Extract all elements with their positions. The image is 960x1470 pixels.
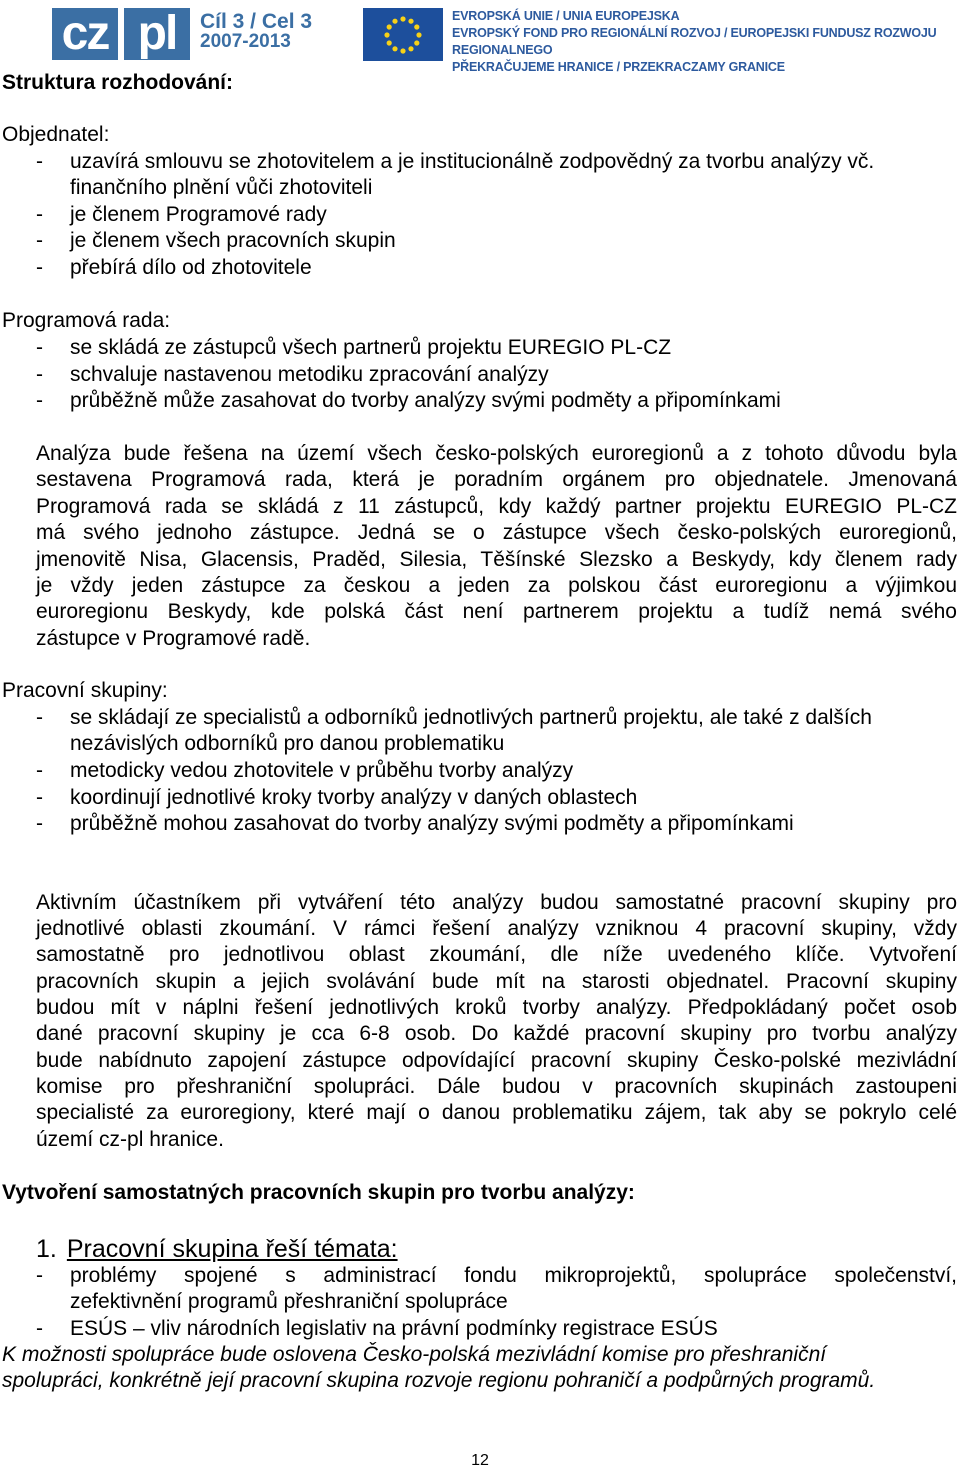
paragraph-line: bude nabídnuto zapojení zástupce odpovídající pracovní skupiny Česko-polské mezivládní	[36, 1049, 957, 1072]
list-item: je členem všech pracovních skupin	[70, 229, 396, 252]
note-line: K možnosti spolupráce bude oslovena Česko-polská mezivládní komise pro přeshraniční	[2, 1343, 827, 1366]
pracovni-skupiny-title: Pracovní skupiny:	[2, 679, 168, 702]
paragraph-line: dané pracovní skupiny je cca 6-8 osob. Do každé pracovní skupiny pro tvorbu analýzy	[36, 1022, 957, 1045]
list-item: průběžně může zasahovat do tvorby analýzy svými podměty a připomínkami	[70, 389, 781, 412]
paragraph-line: Programová rada se skládá z 11 zástupců, kdy každý partner projektu EUREGIO PL-CZ	[36, 495, 957, 518]
list-item: nezávislých odborníků pro danou problematiku	[70, 732, 505, 755]
list-item: ESÚS – vliv národních legislativ na právní podmínky registrace ESÚS	[70, 1317, 718, 1340]
eu-line2: EVROPSKÝ FOND PRO REGIONÁLNÍ ROZVOJ / EUROPEJSKI FUNDUSZ ROZWOJU REGIONALNEGO	[452, 26, 937, 57]
list-item: metodicky vedou zhotovitele v průběhu tvorby analýzy	[70, 759, 574, 782]
list-item: schvaluje nastavenou metodiku zpracování analýzy	[70, 363, 549, 386]
objednatel-title: Objednatel:	[2, 123, 110, 146]
list-item: je členem Programové rady	[70, 203, 327, 226]
dash: -	[36, 786, 43, 809]
group-number: 1.	[36, 1235, 57, 1263]
dash: -	[36, 389, 43, 412]
list-item: se skládá ze zástupců všech partnerů projektu EUREGIO PL-CZ	[70, 336, 672, 359]
section-heading-2: Vytvoření samostatných pracovních skupin pro tvorbu analýzy:	[2, 1181, 635, 1204]
paragraph-line: komise pro přeshraniční spolupráci. Dále budou v pracovních skupinách zastoupeni	[36, 1075, 957, 1098]
eu-fund-text	[452, 8, 960, 76]
paragraph-line: jmenovitě Nisa, Glacensis, Praděd, Silesia, Těšínské Slezsko a Beskydy, kdy členem rady	[36, 548, 957, 571]
paragraph-line: pracovních skupin a jejich svolávání bude mít na starosti objednatel. Pracovní skupiny	[36, 970, 957, 993]
eu-flag-icon	[363, 8, 443, 61]
list-item: se skládají ze specialistů a odborníků jednotlivých partnerů projektu, ale také z dalších	[70, 706, 872, 729]
group-title: Pracovní skupina řeší témata:	[66, 1235, 398, 1263]
paragraph-line: budou mít v náplni řešení jednotlivých kroků tvorby analýzy. Předpokládaný počet osob	[36, 996, 957, 1019]
page-header	[0, 0, 960, 74]
eu-line3: PŘEKRAČUJEME HRANICE / PRZEKRACZAMY GRANICE	[452, 60, 785, 74]
eu-line1: EVROPSKÁ UNIE / UNIA EUROPEJSKA	[452, 9, 680, 23]
paragraph-line: jednotlivé oblasti zkoumání. V rámci řešení analýzy vzniknou 4 pracovní skupiny, vždy	[36, 917, 957, 940]
paragraph-line: území cz-pl hranice.	[36, 1128, 224, 1151]
list-item: zefektivnění programů přeshraniční spolupráce	[70, 1290, 508, 1313]
list-item: problémy spojené s administrací fondu mikroprojektů, spolupráce společenství,	[70, 1264, 957, 1287]
note-line: spolupráci, konkrétně její pracovní skupina rozvoje regionu pohraničí a podpůrných programů.	[2, 1369, 876, 1392]
paragraph-line: zástupce v Programové radě.	[36, 627, 311, 650]
dash: -	[36, 1264, 43, 1287]
list-item: finančního plnění vůči zhotoviteli	[70, 176, 373, 199]
group-heading	[36, 1234, 398, 1264]
cz-logo: cz	[52, 8, 118, 60]
paragraph-line: samostatně pro jednotlivou oblast zkoumání, dle níže uvedeného klíče. Vytvoření	[36, 943, 957, 966]
dash: -	[36, 1317, 43, 1340]
paragraph-line: euroregionu Beskydy, kde polská část není partnerem projektu a tudíž nemá svého	[36, 600, 957, 623]
paragraph-line: sestavena Programová rada, která je poradním orgánem pro objednatele. Jmenovaná	[36, 468, 957, 491]
list-item: průběžně mohou zasahovat do tvorby analýzy svými podměty a připomínkami	[70, 812, 794, 835]
dash: -	[36, 256, 43, 279]
list-item: uzavírá smlouvu se zhotovitelem a je institucionálně zodpovědný za tvorbu analýzy vč.	[70, 150, 875, 173]
list-item: přebírá dílo od zhotovitele	[70, 256, 312, 279]
programova-rada-title: Programová rada:	[2, 309, 171, 332]
paragraph-line: je vždy jeden zástupce za českou a jeden za polskou část euroregionu a výjimkou	[36, 574, 957, 597]
page-number: 12	[471, 1452, 489, 1469]
dash: -	[36, 150, 43, 173]
paragraph-line: Analýza bude řešena na území všech česko-polských euroregionů a z tohoto důvodu byla	[36, 442, 957, 465]
section-heading: Struktura rozhodování:	[2, 71, 234, 94]
dash: -	[36, 203, 43, 226]
program-period-logo	[200, 12, 312, 52]
paragraph-line: specialisté za euroregiony, které mají o danou problematiku zájem, tak aby se pokrylo celé	[36, 1101, 957, 1124]
dash: -	[36, 336, 43, 359]
paragraph-line: Aktivním účastníkem při vytváření této analýzy budou samostatné pracovní skupiny pro	[36, 891, 957, 914]
dash: -	[36, 759, 43, 782]
paragraph-line: má svého jednoho zástupce. Jedná se o zástupce všech česko-polských euroregionů,	[36, 521, 957, 544]
pl-logo: pl	[124, 8, 190, 60]
dash: -	[36, 229, 43, 252]
dash: -	[36, 363, 43, 386]
cil-line2: 2007-2013	[200, 31, 291, 52]
dash: -	[36, 812, 43, 835]
cil-line1: Cíl 3 / Cel 3	[200, 10, 313, 33]
dash: -	[36, 706, 43, 729]
list-item: koordinují jednotlivé kroky tvorby analýzy v daných oblastech	[70, 786, 638, 809]
